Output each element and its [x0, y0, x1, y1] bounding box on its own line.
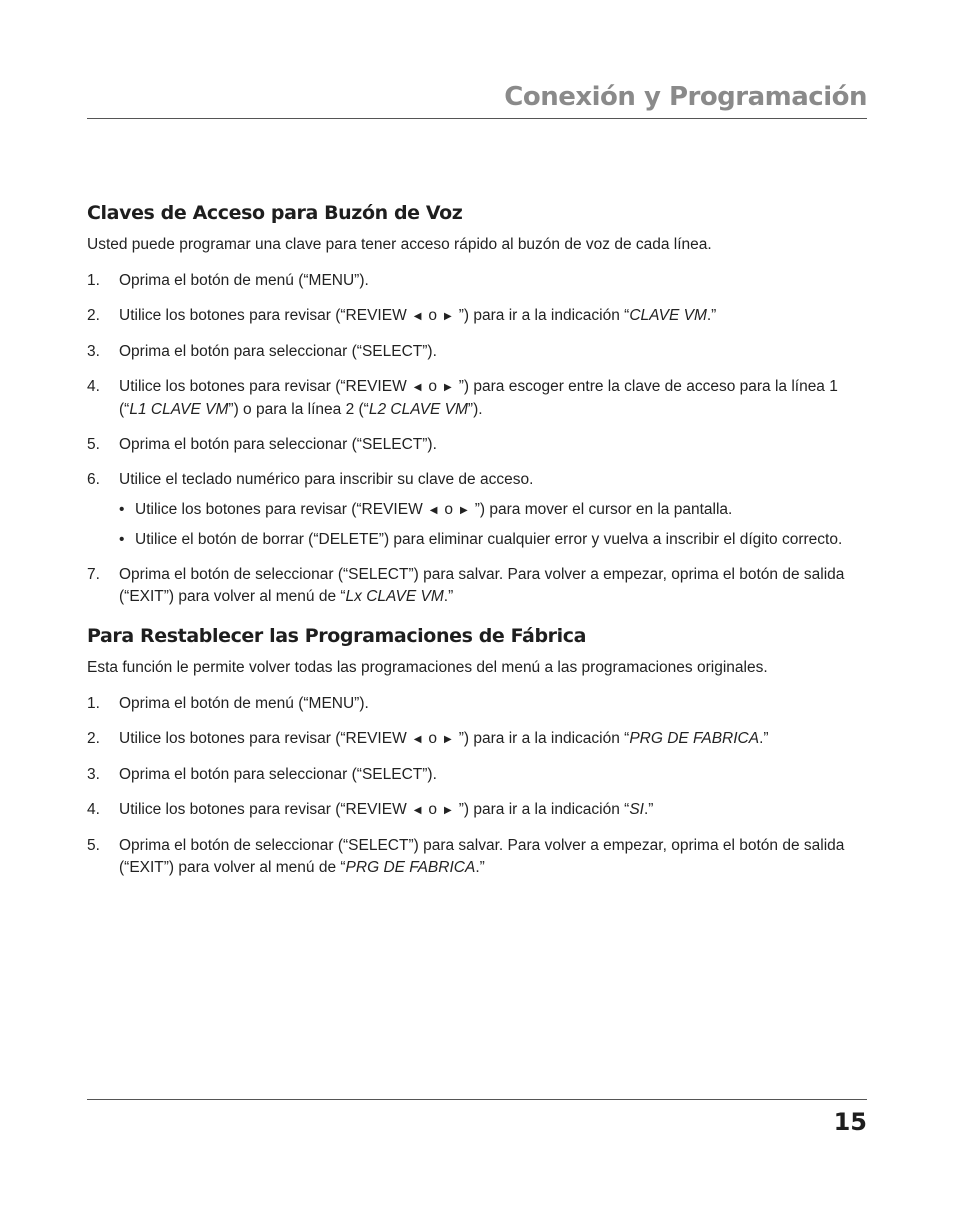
step-number: 7.	[87, 566, 100, 583]
list-item	[87, 469, 869, 551]
list-item	[87, 564, 869, 608]
bullet-text: o	[444, 501, 454, 518]
step-text: ”) para ir a la indicación “	[458, 307, 630, 324]
step-text: Oprima el botón para seleccionar (“SELECT”).	[119, 343, 437, 360]
step-number: 5.	[87, 436, 100, 453]
list-item	[87, 341, 869, 363]
right-triangle-arrow-icon: ▶	[460, 505, 468, 516]
step-text: ”).	[467, 401, 483, 418]
step-text: ”) para escoger entre la clave de acceso para la línea 1 (“	[119, 378, 838, 418]
step-text-italic: Lx CLAVE VM	[345, 588, 444, 605]
step-text-italic: CLAVE VM	[629, 307, 707, 324]
step-number: 5.	[87, 837, 100, 854]
list-item	[87, 305, 869, 328]
step-number: 3.	[87, 766, 100, 783]
bullet-text: Utilice el botón de borrar (“DELETE”) para eliminar cualquier error y vuelva a inscribir el dígito correcto.	[135, 531, 843, 548]
page-title: Conexión y Programación	[504, 82, 867, 112]
section-intro: Usted puede programar una clave para tener acceso rápido al buzón de voz de cada línea.	[87, 236, 712, 253]
steps-list	[87, 270, 869, 608]
step-text: .”	[475, 859, 485, 876]
right-triangle-arrow-icon: ▶	[444, 382, 452, 393]
step-number: 2.	[87, 307, 100, 324]
step-text: Utilice los botones para revisar (“REVIEW	[119, 307, 407, 324]
bullet-dot: •	[119, 531, 125, 548]
left-triangle-arrow-icon: ◀	[413, 311, 422, 322]
step-text: ”) o para la línea 2 (“	[228, 401, 369, 418]
section-voicemail-access-codes	[87, 198, 869, 608]
step-text: o	[428, 801, 438, 818]
list-item	[87, 728, 869, 751]
step-number: 6.	[87, 471, 100, 488]
step-text-italic: SI	[629, 801, 644, 818]
bullet-item	[119, 499, 869, 522]
section-intro: Esta función le permite volver todas las programaciones del menú a las programaciones originales.	[87, 659, 768, 676]
step-text-italic: L2 CLAVE VM	[368, 401, 468, 418]
footer-divider	[87, 1099, 867, 1100]
step-text: o	[428, 378, 438, 395]
step-text: o	[428, 307, 438, 324]
step-text: Utilice los botones para revisar (“REVIEW	[119, 801, 407, 818]
step-text: Oprima el botón de seleccionar (“SELECT”) para salvar. Para volver a empezar, oprima el botón de salida (“EXIT”) para volver al menú de “	[119, 837, 845, 876]
list-item	[87, 693, 869, 715]
step-text: .”	[759, 730, 769, 747]
step-number: 4.	[87, 801, 100, 818]
step-text-italic: PRG DE FABRICA	[629, 730, 760, 747]
list-item	[87, 764, 869, 786]
left-triangle-arrow-icon: ◀	[429, 505, 438, 516]
list-item	[87, 799, 869, 822]
step-text: Oprima el botón de menú (“MENU”).	[119, 695, 369, 712]
step-text: o	[428, 730, 438, 747]
left-triangle-arrow-icon: ◀	[413, 805, 422, 816]
step-text-italic: PRG DE FABRICA	[345, 859, 476, 876]
step-text: .”	[706, 307, 717, 324]
page-number: 15	[833, 1108, 867, 1136]
step-number: 1.	[87, 272, 100, 289]
list-item	[87, 434, 869, 456]
right-triangle-arrow-icon: ▶	[444, 734, 452, 745]
bullet-text: ”) para mover el cursor en la pantalla.	[474, 501, 733, 518]
section-factory-reset	[87, 621, 869, 879]
bullet-dot: •	[119, 501, 125, 518]
bullet-item	[119, 529, 869, 551]
step-text: Utilice los botones para revisar (“REVIEW	[119, 730, 407, 747]
step-text: .”	[443, 588, 454, 605]
left-triangle-arrow-icon: ◀	[413, 382, 422, 393]
step-number: 2.	[87, 730, 100, 747]
step-text: Oprima el botón de menú (“MENU”).	[119, 272, 369, 289]
step-text: Utilice los botones para revisar (“REVIEW	[119, 378, 407, 395]
step-text: Utilice el teclado numérico para inscribir su clave de acceso.	[119, 471, 534, 488]
step-text: .”	[643, 801, 654, 818]
list-item	[87, 376, 869, 421]
list-item	[87, 270, 869, 292]
step-text: ”) para ir a la indicación “	[458, 730, 630, 747]
right-triangle-arrow-icon: ▶	[444, 311, 452, 322]
step-text: Oprima el botón para seleccionar (“SELECT”).	[119, 436, 437, 453]
right-triangle-arrow-icon: ▶	[444, 805, 452, 816]
section-heading: Claves de Acceso para Buzón de Voz	[87, 202, 463, 224]
step-text: Oprima el botón de seleccionar (“SELECT”) para salvar. Para volver a empezar, oprima el botón de salida (“EXIT”) para volver al menú de “	[119, 566, 845, 605]
page-content	[87, 198, 869, 892]
page-header	[87, 80, 867, 119]
left-triangle-arrow-icon: ◀	[413, 734, 422, 745]
step-text-italic: L1 CLAVE VM	[129, 401, 229, 418]
step-number: 4.	[87, 378, 100, 395]
bullet-list	[119, 499, 869, 551]
steps-list	[87, 693, 869, 879]
step-number: 3.	[87, 343, 100, 360]
step-number: 1.	[87, 695, 100, 712]
step-text: ”) para ir a la indicación “	[458, 801, 630, 818]
section-heading: Para Restablecer las Programaciones de Fábrica	[87, 625, 587, 647]
list-item	[87, 835, 869, 879]
step-text: Oprima el botón para seleccionar (“SELECT”).	[119, 766, 437, 783]
bullet-text: Utilice los botones para revisar (“REVIEW	[135, 501, 423, 518]
